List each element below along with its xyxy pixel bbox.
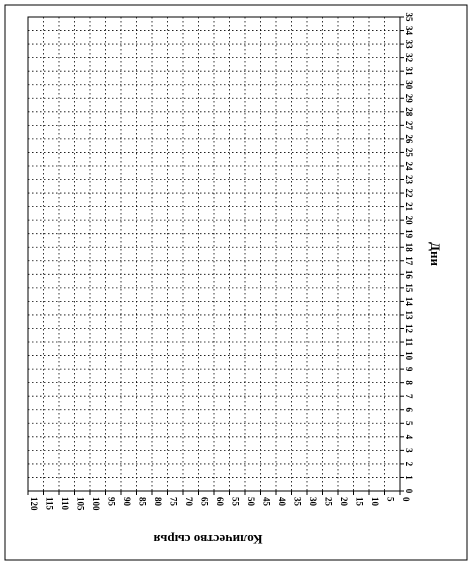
y-tick-label: 110 xyxy=(60,497,70,511)
x-tick-label: 26 xyxy=(404,134,414,144)
y-tick-label: 25 xyxy=(323,497,334,506)
x-tick-label: 15 xyxy=(404,283,414,293)
y-tick-label: 65 xyxy=(199,497,210,506)
y-tick-label: 60 xyxy=(215,497,225,506)
y-tick-label: 70 xyxy=(184,497,194,506)
x-tick-label: 29 xyxy=(404,93,414,103)
x-tick-label: 3 xyxy=(404,448,414,453)
x-tick-label: 11 xyxy=(404,337,414,347)
y-tick-label: 30 xyxy=(308,497,318,506)
x-tick-label: 4 xyxy=(404,434,414,440)
y-tick-label: 85 xyxy=(137,497,148,506)
x-tick-label: 21 xyxy=(404,202,414,212)
y-tick-label: 35 xyxy=(292,497,303,506)
y-tick-label: 105 xyxy=(75,497,86,511)
x-tick-label: 18 xyxy=(404,242,414,252)
x-tick-label: 28 xyxy=(404,107,414,117)
y-tick-label: 50 xyxy=(246,497,256,506)
y-tick-label: 5 xyxy=(385,497,396,502)
x-tick-label: 8 xyxy=(404,380,414,385)
x-tick-label: 33 xyxy=(404,39,414,49)
y-tick-label: 120 xyxy=(29,497,39,511)
x-tick-label: 27 xyxy=(404,120,414,130)
x-tick-label: 25 xyxy=(404,147,414,157)
y-tick-label: 115 xyxy=(44,497,55,511)
y-axis-title: Количество сырья xyxy=(153,532,263,547)
x-tick-label: 22 xyxy=(404,188,414,198)
x-axis-title: Дни xyxy=(428,242,443,266)
y-tick-label: 90 xyxy=(122,497,132,506)
y-tick-label: 100 xyxy=(91,497,101,511)
y-tick-label: 95 xyxy=(106,497,117,506)
x-tick-label: 13 xyxy=(404,310,414,320)
x-tick-label: 32 xyxy=(404,53,414,63)
y-tick-label: 15 xyxy=(354,497,365,506)
x-tick-label: 20 xyxy=(404,215,414,225)
y-tick-label: 10 xyxy=(370,497,380,506)
x-tick-label: 12 xyxy=(404,323,414,333)
x-tick-label: 7 xyxy=(404,393,414,399)
x-tick-label: 17 xyxy=(404,256,414,266)
x-tick-label: 30 xyxy=(404,80,414,90)
x-tick-label: 0 xyxy=(404,488,414,494)
x-tick-label: 6 xyxy=(404,407,414,412)
x-tick-label: 34 xyxy=(404,26,414,36)
chart-outer-border xyxy=(5,5,467,560)
x-tick-label: 2 xyxy=(404,461,414,467)
x-tick-label: 24 xyxy=(404,161,414,171)
x-tick-label: 9 xyxy=(404,366,414,372)
y-tick-label: 80 xyxy=(153,497,163,506)
x-tick-label: 19 xyxy=(404,229,414,239)
y-tick-label: 0 xyxy=(401,497,411,502)
x-tick-label: 14 xyxy=(404,296,414,306)
x-tick-label: 35 xyxy=(404,12,414,22)
y-tick-label: 75 xyxy=(168,497,179,506)
y-tick-label: 45 xyxy=(261,497,272,506)
x-tick-label: 10 xyxy=(404,351,414,361)
y-tick-label: 40 xyxy=(277,497,287,506)
y-tick-label: 55 xyxy=(230,497,241,506)
x-tick-label: 5 xyxy=(404,421,414,426)
x-tick-label: 23 xyxy=(404,175,414,185)
y-tick-label: 20 xyxy=(339,497,349,506)
x-tick-label: 1 xyxy=(404,475,414,480)
x-tick-label: 31 xyxy=(404,66,414,76)
x-tick-label: 16 xyxy=(404,269,414,279)
